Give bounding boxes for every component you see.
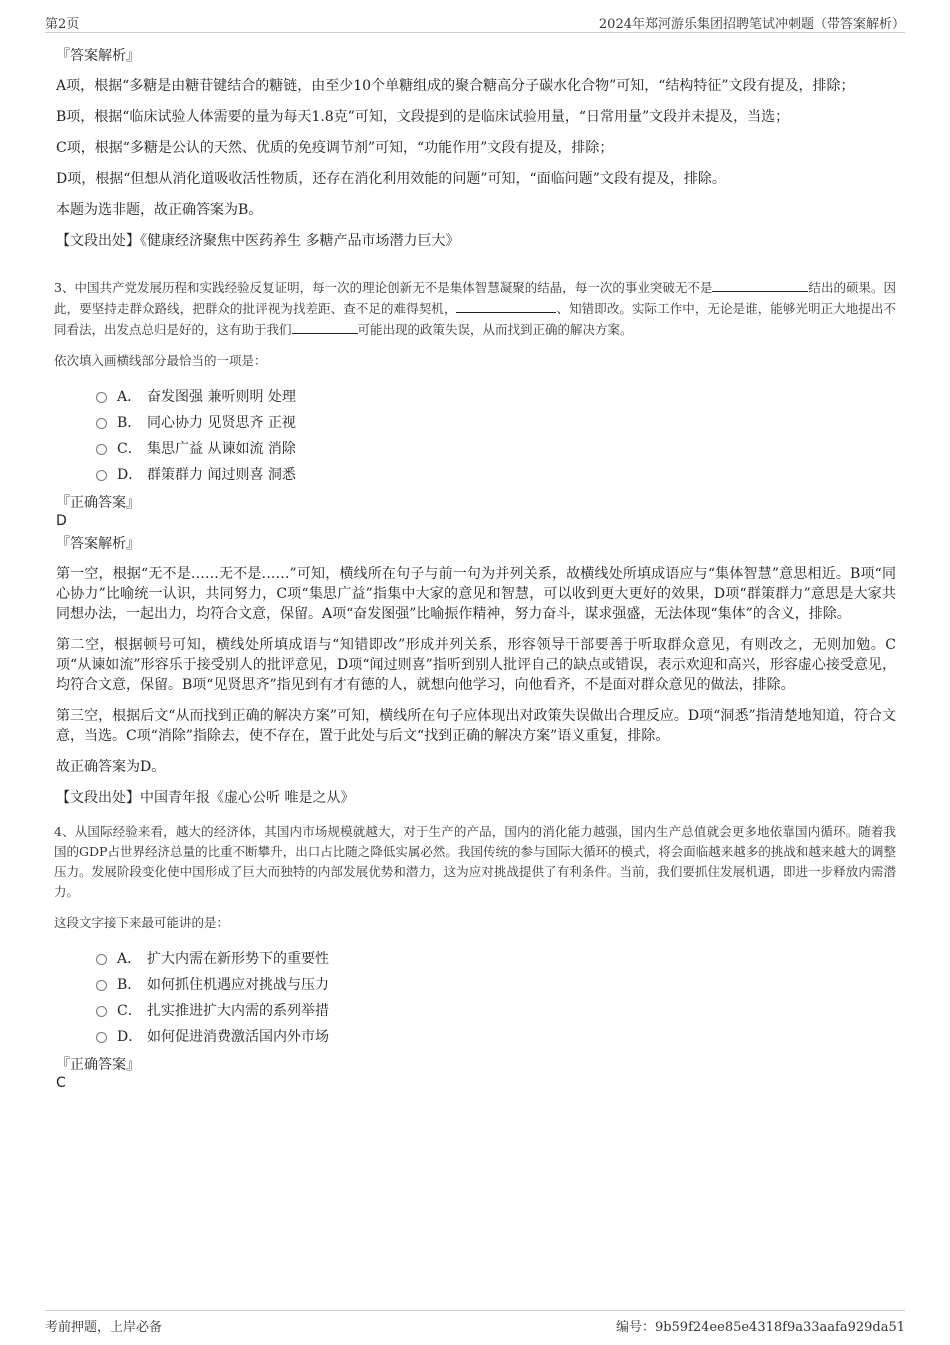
conclusion-paragraph: 故正确答案为D。 <box>56 759 166 775</box>
page-header <box>45 10 905 33</box>
correct-answer-label: 『正确答案』 <box>56 1057 140 1073</box>
page-footer <box>45 1310 905 1335</box>
analysis-paragraph: A项，根据“多糖是由糖苷键结合的糖链，由至少10个单糖组成的聚合糖高分子碳水化合物”可知，“结构特征”文段有提及，排除； <box>56 78 855 94</box>
option-d[interactable]: D． 群策群力 闻过则喜 洞悉 <box>96 462 896 488</box>
analysis-paragraph: 第二空，根据顿号可知，横线处所填成语与“知错即改”形成并列关系，形容领导干部要善于听取群众意见，有则改之，无则加勉。C项“从谏如流”形容乐于接受别人的批评意见，D项“闻过则喜”指听到别人批评自己的缺点或错误，表示欢迎和高兴，形容虚心接受意见，均符合文意，保留。B项“见贤思齐”指见到有才有德的人，就想向他学习，向他看齐，不是面对群众意见的做法，排除。 <box>56 637 896 693</box>
source-citation: 【文段出处】中国青年报《虚心公听 唯是之从》 <box>56 790 355 806</box>
fill-blank-1[interactable] <box>712 277 808 292</box>
fill-blank-2[interactable] <box>456 298 556 313</box>
correct-answer-label: 『正确答案』 <box>56 495 140 511</box>
option-a[interactable]: A． 扩大内需在新形势下的重要性 <box>96 946 896 972</box>
question-4-text: 4、从国际经验来看，越大的经济体，其国内市场规模就越大，对于生产的产品，国内的消化能力越强，国内生产总值就会更多地依靠国内循环。随着我国的GDP占世界经济总量的比重不断攀升，出口占比随之降低实属必然。我国传统的参与国际大循环的模式，将会面临越来越多的挑战和越来越大的调整压力。发展阶段变化使中国形成了巨大而独特的内部发展优势和潜力，这为应对挑战提供了有利条件。当前，我们要抓住发展机遇，即进一步释放内需潜力。 <box>54 824 896 899</box>
analysis-paragraph: 第一空，根据“无不是……无不是……”可知，横线所在句子与前一句为并列关系，故横线处所填成语应与“集体智慧”意思相近。B项“同心协力”比喻统一认识，共同努力，C项“集思广益”指集中大家的意见和智慧，可以收到更大更好的效果，D项“群策群力”意思是大家共同想办法，一起出力，均符合文意，保留。A项“奋发图强”比喻振作精神，努力奋斗，谋求强盛，无法体现“集体”的含义，排除。 <box>56 566 896 622</box>
analysis-paragraph: C项，根据“多糖是公认的天然、优质的免疫调节剂”可知，“功能作用”文段有提及，排除； <box>56 140 614 156</box>
fill-blank-3[interactable] <box>292 319 358 334</box>
analysis-paragraph: B项，根据“临床试验人体需要的量为每天1.8克”可知，文段提到的是临床试验用量，“日常用量”文段并未提及，当选； <box>56 109 790 125</box>
option-c[interactable]: C． 集思广益 从谏如流 消除 <box>96 436 896 462</box>
radio-icon[interactable] <box>96 1006 107 1017</box>
question-4-options <box>96 946 896 1050</box>
radio-icon[interactable] <box>96 470 107 481</box>
analysis-label: 『答案解析』 <box>56 536 140 552</box>
conclusion-paragraph: 本题为选非题，故正确答案为B。 <box>56 202 263 218</box>
option-d[interactable]: D． 如何促进消费激活国内外市场 <box>96 1024 896 1050</box>
question-3-options <box>96 384 896 488</box>
radio-icon[interactable] <box>96 1032 107 1043</box>
analysis-paragraph: 第三空，根据后文“从而找到正确的解决方案”可知，横线所在句子应体现出对政策失误做出合理反应。D项“洞悉”指清楚地知道，符合文意，当选。C项“消除”指除去，使不存在，置于此处与后文“找到正确的解决方案”语义重复，排除。 <box>56 708 896 744</box>
radio-icon[interactable] <box>96 980 107 991</box>
page-number: 第2页 <box>45 17 80 32</box>
option-c[interactable]: C． 扎实推进扩大内需的系列举措 <box>96 998 896 1024</box>
option-b[interactable]: B． 如何抓住机遇应对挑战与压力 <box>96 972 896 998</box>
question-4-instruction: 这段文字接下来最可能讲的是： <box>54 915 230 930</box>
option-b[interactable]: B． 同心协力 见贤思齐 正视 <box>96 410 896 436</box>
radio-icon[interactable] <box>96 444 107 455</box>
question-3-instruction: 依次填入画横线部分最恰当的一项是： <box>54 353 267 368</box>
correct-answer-value: C <box>56 1075 66 1091</box>
footer-slogan: 考前押题，上岸必备 <box>45 1320 163 1335</box>
analysis-paragraph: D项，根据“但想从消化道吸收活性物质，还存在消化利用效能的问题”可知，“面临问题”文段有提及，排除。 <box>56 171 726 187</box>
analysis-label: 『答案解析』 <box>56 48 140 64</box>
radio-icon[interactable] <box>96 418 107 429</box>
radio-icon[interactable] <box>96 954 107 965</box>
correct-answer-value: D <box>56 513 67 529</box>
radio-icon[interactable] <box>96 392 107 403</box>
option-a[interactable]: A． 奋发图强 兼听则明 处理 <box>96 384 896 410</box>
source-citation: 【文段出处】《健康经济聚焦中医药养生 多糖产品市场潜力巨大》 <box>56 233 460 249</box>
document-title: 2024年郑河游乐集团招聘笔试冲刺题（带答案解析） <box>598 17 905 32</box>
question-3-text: 3、中国共产党发展历程和实践经验反复证明，每一次的理论创新无不是集体智慧凝聚的结晶，每一次的事业突破无不是 结出的硕果。因此，要坚持走群众路线，把群众的批评视为找差距、查不足的难得契机， 、知错即改。实际工作中，无论是谁，能够光明正大地提出不同看法，出发点总归是好的，这有助于我们 可能出现的政策失误，从而找到正确的解决方案。 <box>54 277 896 340</box>
page-content <box>56 42 896 1096</box>
document-id: 编号：9b59f24ee85e4318f9a33aafa929da51 <box>615 1320 905 1335</box>
